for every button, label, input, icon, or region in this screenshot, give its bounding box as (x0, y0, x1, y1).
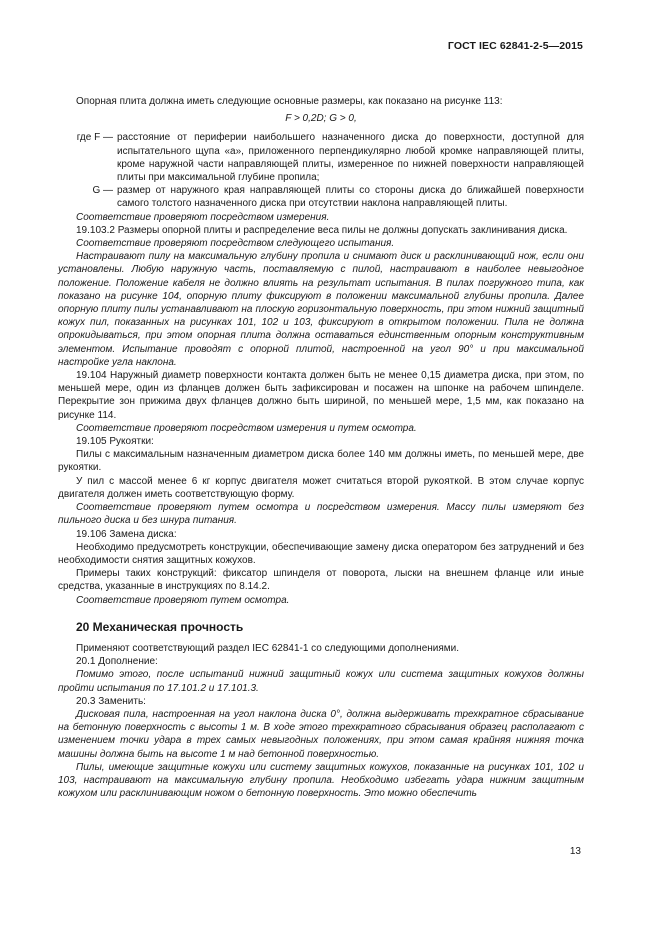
clause-20-1-text: Помимо этого, после испытаний нижний защитный кожух или система защитных кожухов должны пройти испытания по 17.101.2 и 17.101.3. (58, 669, 584, 694)
clause-19-106: 19.106 Замена диска: (76, 528, 177, 540)
definition-f-label: где F — (76, 132, 113, 144)
clause-19-105: 19.105 Рукоятки: (76, 436, 154, 448)
definition-g-label: G — (92, 185, 113, 197)
definition-f (58, 131, 584, 184)
clause-20-3-text-2: Пилы, имеющие защитные кожухи или систему защитных кожухов, показанные на рисунках 101, 102 и 103, настраивают на максимальную глубину пропила. Необходимо избегать удара нижним защитным кожухом или расклинивающим ножом о бетонную поверхность. Это можно обеспечить (58, 761, 584, 800)
replace-paragraph-2: Примеры таких конструкций: фиксатор шпинделя от поворота, лыски на внешнем фланце или иные средства, указанные в инструкциях по 8.14.2. (58, 568, 584, 593)
paragraph-intro: Опорная плита должна иметь следующие основные размеры, как показано на рисунке 113: (76, 96, 503, 107)
definition-g (58, 184, 584, 210)
clause-19-103-2: 19.103.2 Размеры опорной плиты и распределение веса пилы не должны допускать заклинивания диска. (76, 224, 568, 236)
document-header: ГОСТ IEC 62841-2-5—2015 (447, 40, 583, 52)
compliance-check-1: Соответствие проверяют посредством измерения. (76, 211, 330, 223)
compliance-check-3: Соответствие проверяют посредством измерения и путем осмотра. (76, 422, 417, 434)
handles-paragraph-2: У пил с массой менее 6 кг корпус двигателя может считаться второй рукояткой. В этом случае корпус двигателя должен иметь соответствующую форму. (58, 475, 584, 500)
clause-19-104: 19.104 Наружный диаметр поверхности контакта должен быть не менее 0,15 диаметра диска, при этом, по меньшей мере, один из фланцев должен быть зафиксирован и посажен на шпонке на рабочем шпинделе. Перекрытие зон прижима двух фланцев должно быть шириной, по меньшей мере, 1,5 мм, как показано на рисунке 114. (58, 370, 584, 421)
compliance-check-4: Соответствие проверяют путем осмотра и посредством измерения. Массу пилы измеряют без пильного диска и без шнура питания. (58, 502, 584, 527)
clause-20-1: 20.1 Дополнение: (76, 656, 158, 668)
compliance-check-5: Соответствие проверяют путем осмотра. (76, 594, 290, 606)
replace-paragraph-1: Необходимо предусмотреть конструкции, обеспечивающие замену диска оператором без затруднений и без необходимости снятия защитных кожухов. (58, 541, 584, 566)
test-procedure: Настраивают пилу на максимальную глубину пропила и снимают диск и расклинивающий нож, если они установлены. Любую наружную часть, поставляемую с пилой, настраивают в наиболее невыгодное положение. Положение кабеля не должно влиять на результат испытания. В пилах погружного типа, как показано на рисунке 104, опорную плиту фиксируют в положении максимальной глубины пропила. Далее опорную плиту пилы устанавливают на плоскую горизонтальную поверхность, при этом нижний защитный кожух пил, показанных на рисунках 101, 102 и 103, фиксируют в открытом положении. Пила не должна опрокидываться, при этом опорная плита должна оставаться единственным опорным конструктивным элементом. Испытание проводят с опорной плитой, настроенной на угол 90° и при максимальной настройке угла наклона. (58, 251, 584, 368)
page-number: 13 (569, 846, 581, 857)
section-title: 20 Механическая прочность (76, 619, 244, 634)
compliance-check-2: Соответствие проверяют посредством следующего испытания. (76, 238, 395, 250)
clause-20-3-text-1: Дисковая пила, настроенная на угол наклона диска 0°, должна выдерживать трехкратное сбрасывание на бетонную поверхность с высоты 1 м. В ходе этого трехкратного сбрасывания образец располагают с изменением точки удара в трех самых невыгодных положениях, при этом самая крайняя нижняя точка машины должна быть на высоте 1 м над бетонной поверхностью. (58, 708, 584, 760)
definition-f-text: расстояние от периферии наибольшего назначенного диска до поверхности, доступной для испытательного щупа «a», приложенного перпендикулярно любой кромке направляющей плиты, кроме наружной части направляющей плиты, измеренное по нижней поверхности направляющей плиты при максимальной глубине пропила; (117, 132, 584, 184)
formula: F > 0,2D; G > 0, (285, 113, 357, 125)
clause-20-3: 20.3 Заменить: (76, 695, 146, 707)
definition-g-text: размер от наружного края направляющей плиты со стороны диска до ближайшей поверхности самого толстого назначенного диска при отсутствии наклона направляющей плиты. (117, 185, 584, 210)
handles-paragraph-1: Пилы с максимальным назначенным диаметром диска более 140 мм должны иметь, по меньшей мере, две рукоятки. (58, 449, 584, 474)
apply-paragraph: Применяют соответствующий раздел IEC 62841-1 со следующими дополнениями. (76, 642, 460, 654)
document-body (58, 95, 584, 800)
